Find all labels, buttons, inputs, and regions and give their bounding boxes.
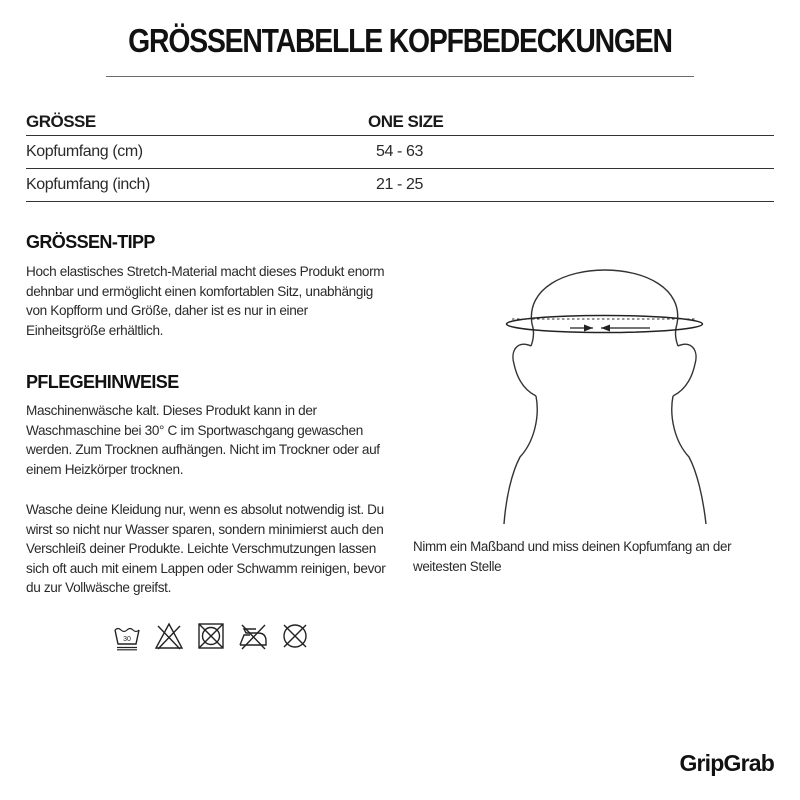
table-header-row bbox=[26, 104, 774, 136]
row-value: 21 - 25 bbox=[376, 176, 424, 193]
title-divider bbox=[106, 76, 694, 77]
care-text-2: Wasche deine Kleidung nur, wenn es absolut notwendig ist. Du wirst so nicht nur Wasser sparen, sondern minimierst auch den Verschleiß deiner Produkte. Leichte Verschmutzungen lassen sich oft auch mit einem Lappen oder Schwamm reinigen, bevor du zur Vollwäsche greifst. bbox=[26, 502, 386, 596]
no-bleach-icon bbox=[154, 621, 184, 651]
care-heading: PFLEGEHINWEISE bbox=[26, 372, 179, 392]
row-value: 54 - 63 bbox=[376, 143, 424, 160]
size-tip-heading: GRÖSSEN-TIPP bbox=[26, 232, 155, 252]
row-label: Kopfumfang (cm) bbox=[26, 143, 143, 160]
no-tumble-dry-icon bbox=[196, 621, 226, 651]
measure-caption: Nimm ein Maßband und miss deinen Kopfumfang an der weitesten Stelle bbox=[413, 539, 732, 574]
care-text-1: Maschinenwäsche kalt. Dieses Produkt kann in der Waschmaschine bei 30° C im Sportwaschgang gewaschen werden. Zum Trocknen aufhängen. Nicht im Trockner oder auf einem Heizkörper trocknen. bbox=[26, 403, 380, 477]
table-row bbox=[26, 169, 774, 202]
size-table bbox=[26, 104, 774, 202]
no-iron-icon bbox=[238, 621, 268, 651]
row-label: Kopfumfang (inch) bbox=[26, 176, 150, 193]
header-one-size: ONE SIZE bbox=[368, 112, 444, 131]
size-tip-text: Hoch elastisches Stretch-Material macht dieses Produkt enorm dehnbar und ermöglicht einen komfortablen Sitz, unabhängig von Kopfform und Größe, daher ist es nur in einer Einheitsgröße erhältlich. bbox=[26, 264, 385, 338]
table-row bbox=[26, 136, 774, 169]
header-size: GRÖSSE bbox=[26, 112, 96, 131]
page-title: GRÖSSENTABELLE KOPFBEDECKUNGEN bbox=[128, 22, 672, 59]
wash-30-gentle-icon bbox=[112, 621, 142, 651]
no-dry-clean-icon bbox=[280, 621, 310, 651]
care-icons bbox=[112, 621, 310, 651]
svg-text:30: 30 bbox=[123, 636, 131, 643]
head-measurement-icon bbox=[500, 232, 710, 526]
brand-logo: GripGrab bbox=[679, 750, 774, 776]
